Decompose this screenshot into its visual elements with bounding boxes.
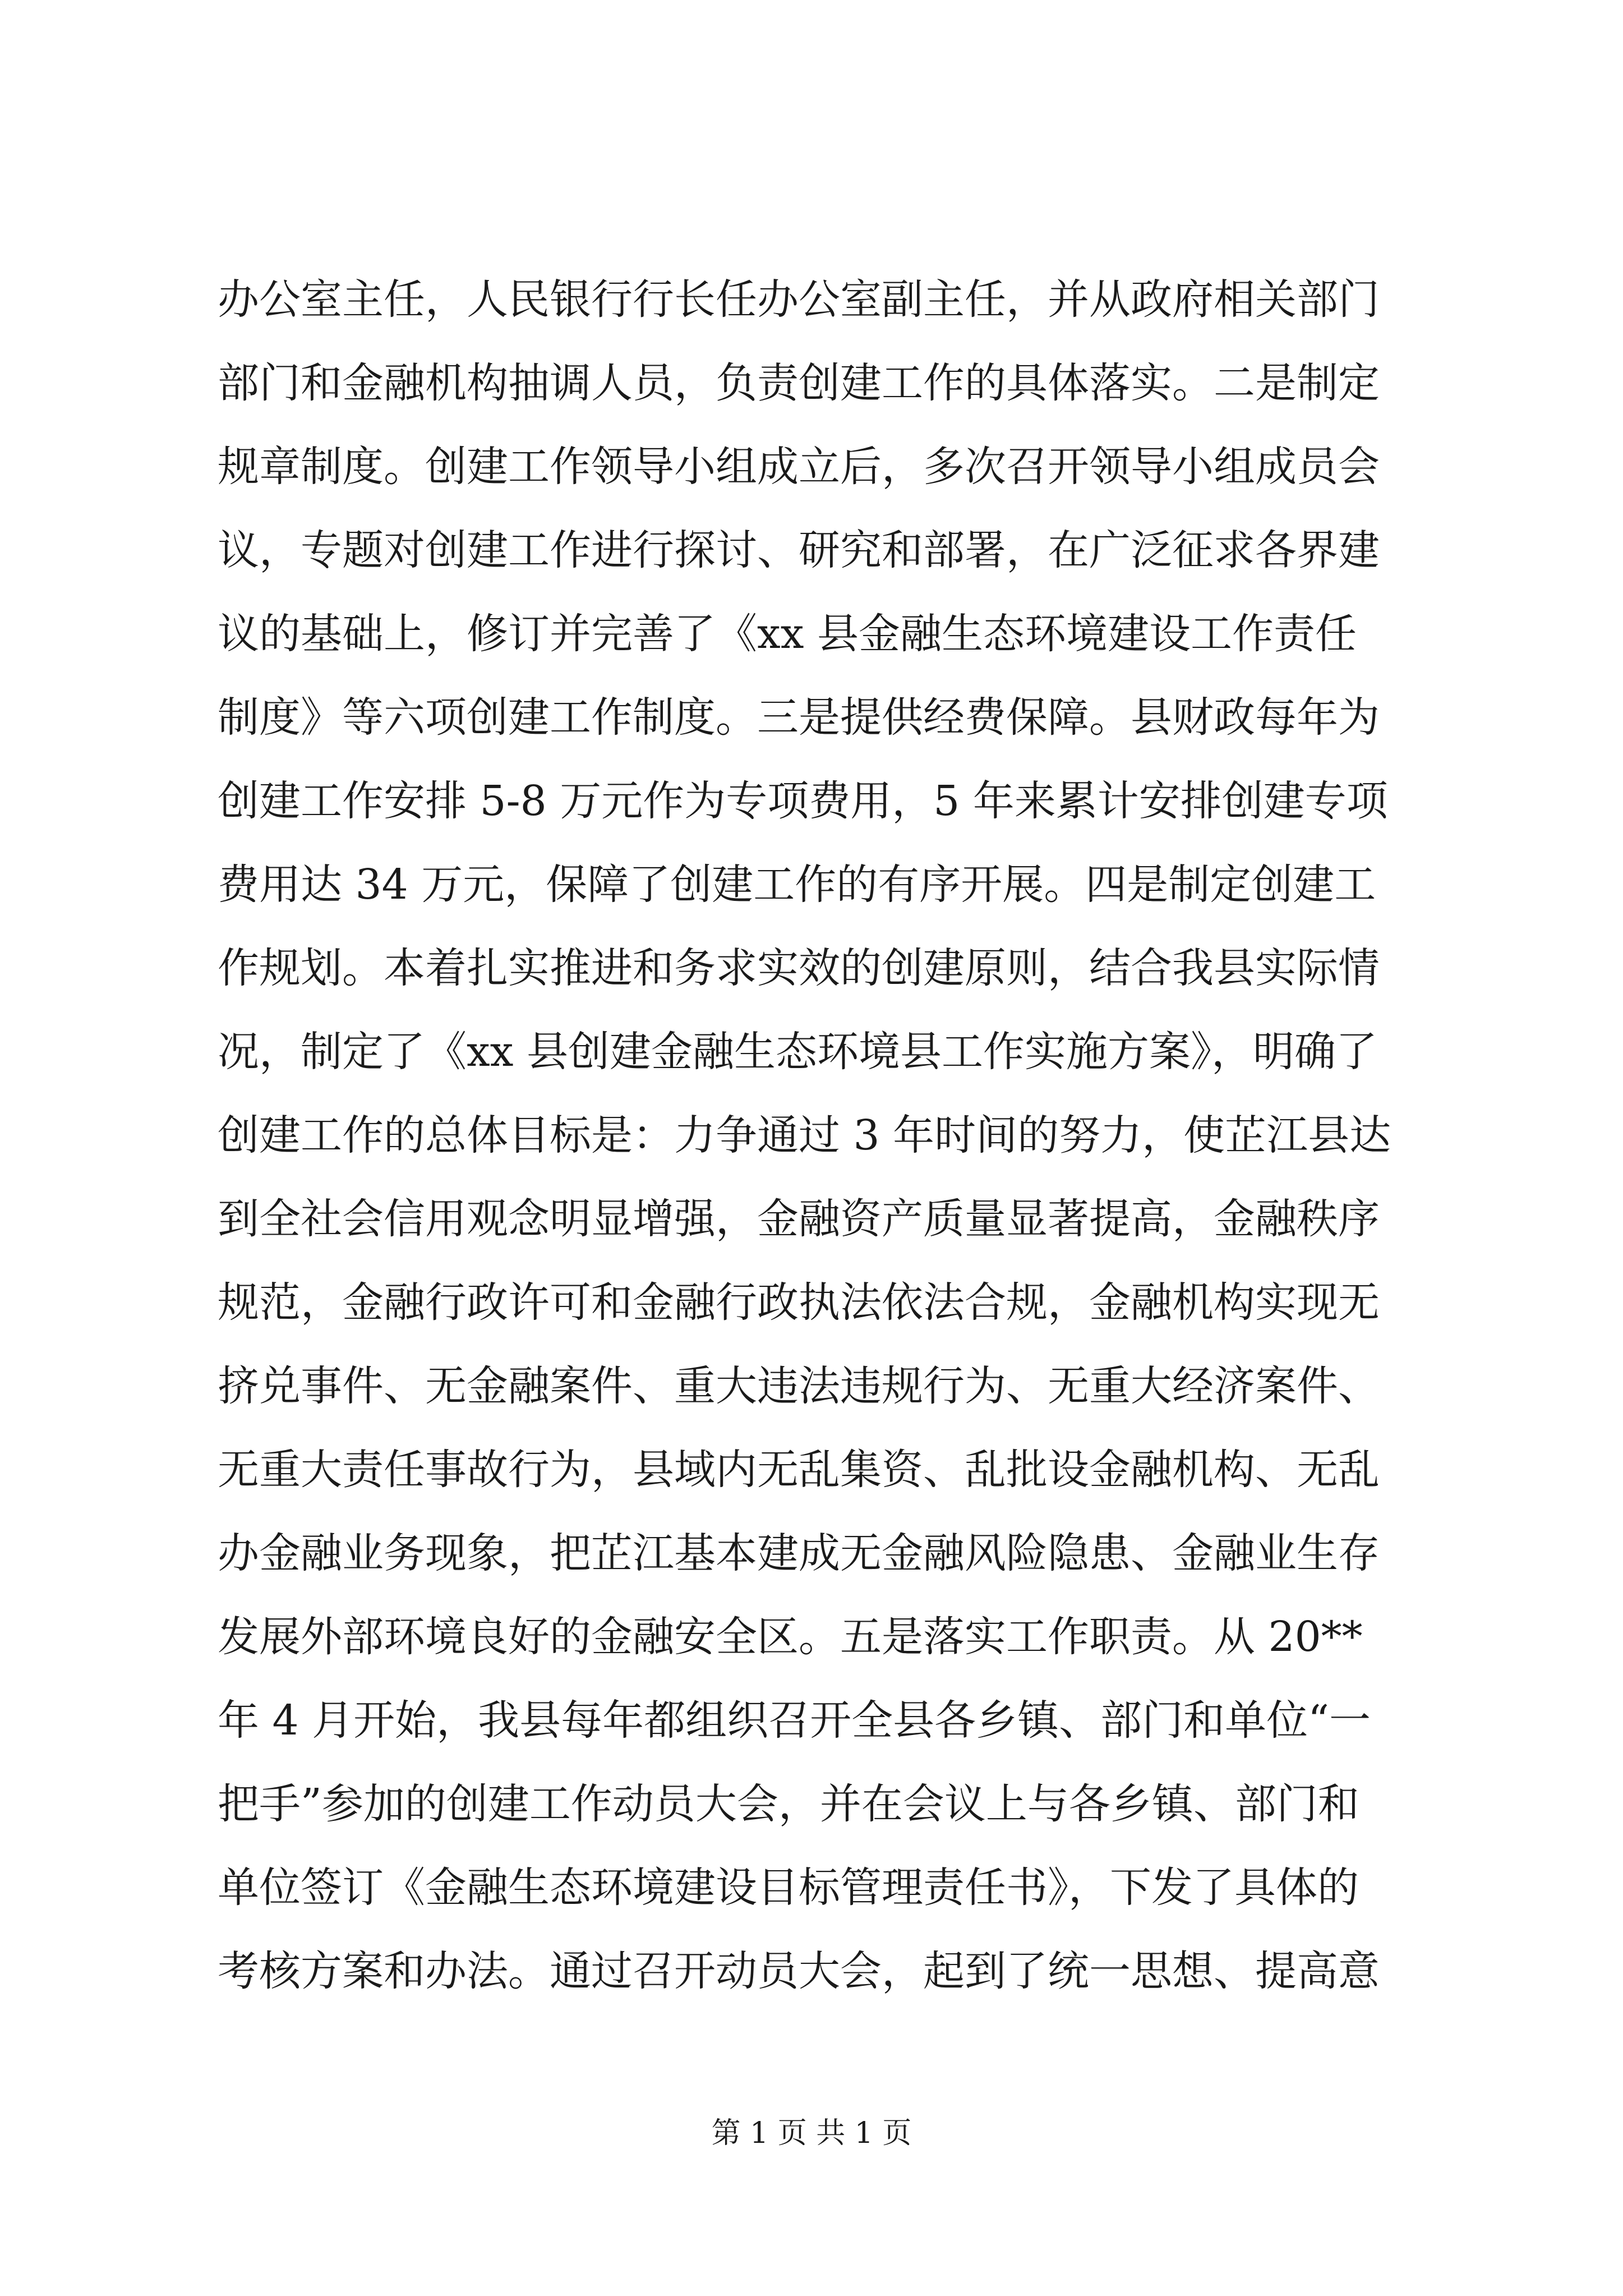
text-line: 况，制定了《xx 县创建金融生态环境县工作实施方案》，明确了 — [218, 1028, 1377, 1076]
text-line: 制度》等六项创建工作制度。三是提供经费保障。县财政每年为 — [218, 693, 1380, 742]
text-line: 作规划。本着扎实推进和务求实效的创建原则，结合我县实际情 — [218, 944, 1380, 992]
text-line: 议，专题对创建工作进行探讨、研究和部署，在广泛征求各界建 — [218, 526, 1380, 574]
page-number: 第 1 页 共 1 页 — [711, 2116, 912, 2150]
text-line: 创建工作的总体目标是：力争通过 3 年时间的努力，使芷江县达 — [218, 1111, 1391, 1159]
text-line: 规章制度。创建工作领导小组成立后，多次召开领导小组成员会 — [218, 443, 1380, 491]
text-line: 发展外部环境良好的金融安全区。五是落实工作职责。从 20** — [218, 1613, 1363, 1661]
text-line: 单位签订《金融生态环境建设目标管理责任书》，下发了具体的 — [218, 1864, 1359, 1912]
text-line: 无重大责任事故行为，县域内无乱集资、乱批设金融机构、无乱 — [218, 1446, 1380, 1494]
text-line: 议的基础上，修订并完善了《xx 县金融生态环境建设工作责任 — [218, 610, 1357, 658]
body-text — [218, 258, 1407, 2013]
page-footer — [0, 2109, 1623, 2151]
text-line: 创建工作安排 5-8 万元作为专项费用，5 年来累计安排创建专项 — [218, 777, 1388, 825]
text-line: 规范，金融行政许可和金融行政执法依法合规，金融机构实现无 — [218, 1278, 1380, 1327]
text-line: 把手”参加的创建工作动员大会，并在会议上与各乡镇、部门和 — [218, 1780, 1359, 1828]
text-line: 部门和金融机构抽调人员，负责创建工作的具体落实。二是制定 — [218, 359, 1380, 407]
text-line: 年 4 月开始，我县每年都组织召开全县各乡镇、部门和单位“一 — [218, 1696, 1371, 1745]
text-line: 到全社会信用观念明显增强，金融资产质量显著提高，金融秩序 — [218, 1195, 1380, 1243]
text-line: 费用达 34 万元，保障了创建工作的有序开展。四是制定创建工 — [218, 861, 1376, 909]
text-line: 挤兑事件、无金融案件、重大违法违规行为、无重大经济案件、 — [218, 1362, 1380, 1410]
text-line: 考核方案和办法。通过召开动员大会，起到了统一思想、提高意 — [218, 1947, 1380, 1995]
text-line: 办金融业务现象，把芷江基本建成无金融风险隐患、金融业生存 — [218, 1529, 1380, 1577]
text-line: 办公室主任，人民银行行长任办公室副主任，并从政府相关部门 — [218, 275, 1380, 324]
